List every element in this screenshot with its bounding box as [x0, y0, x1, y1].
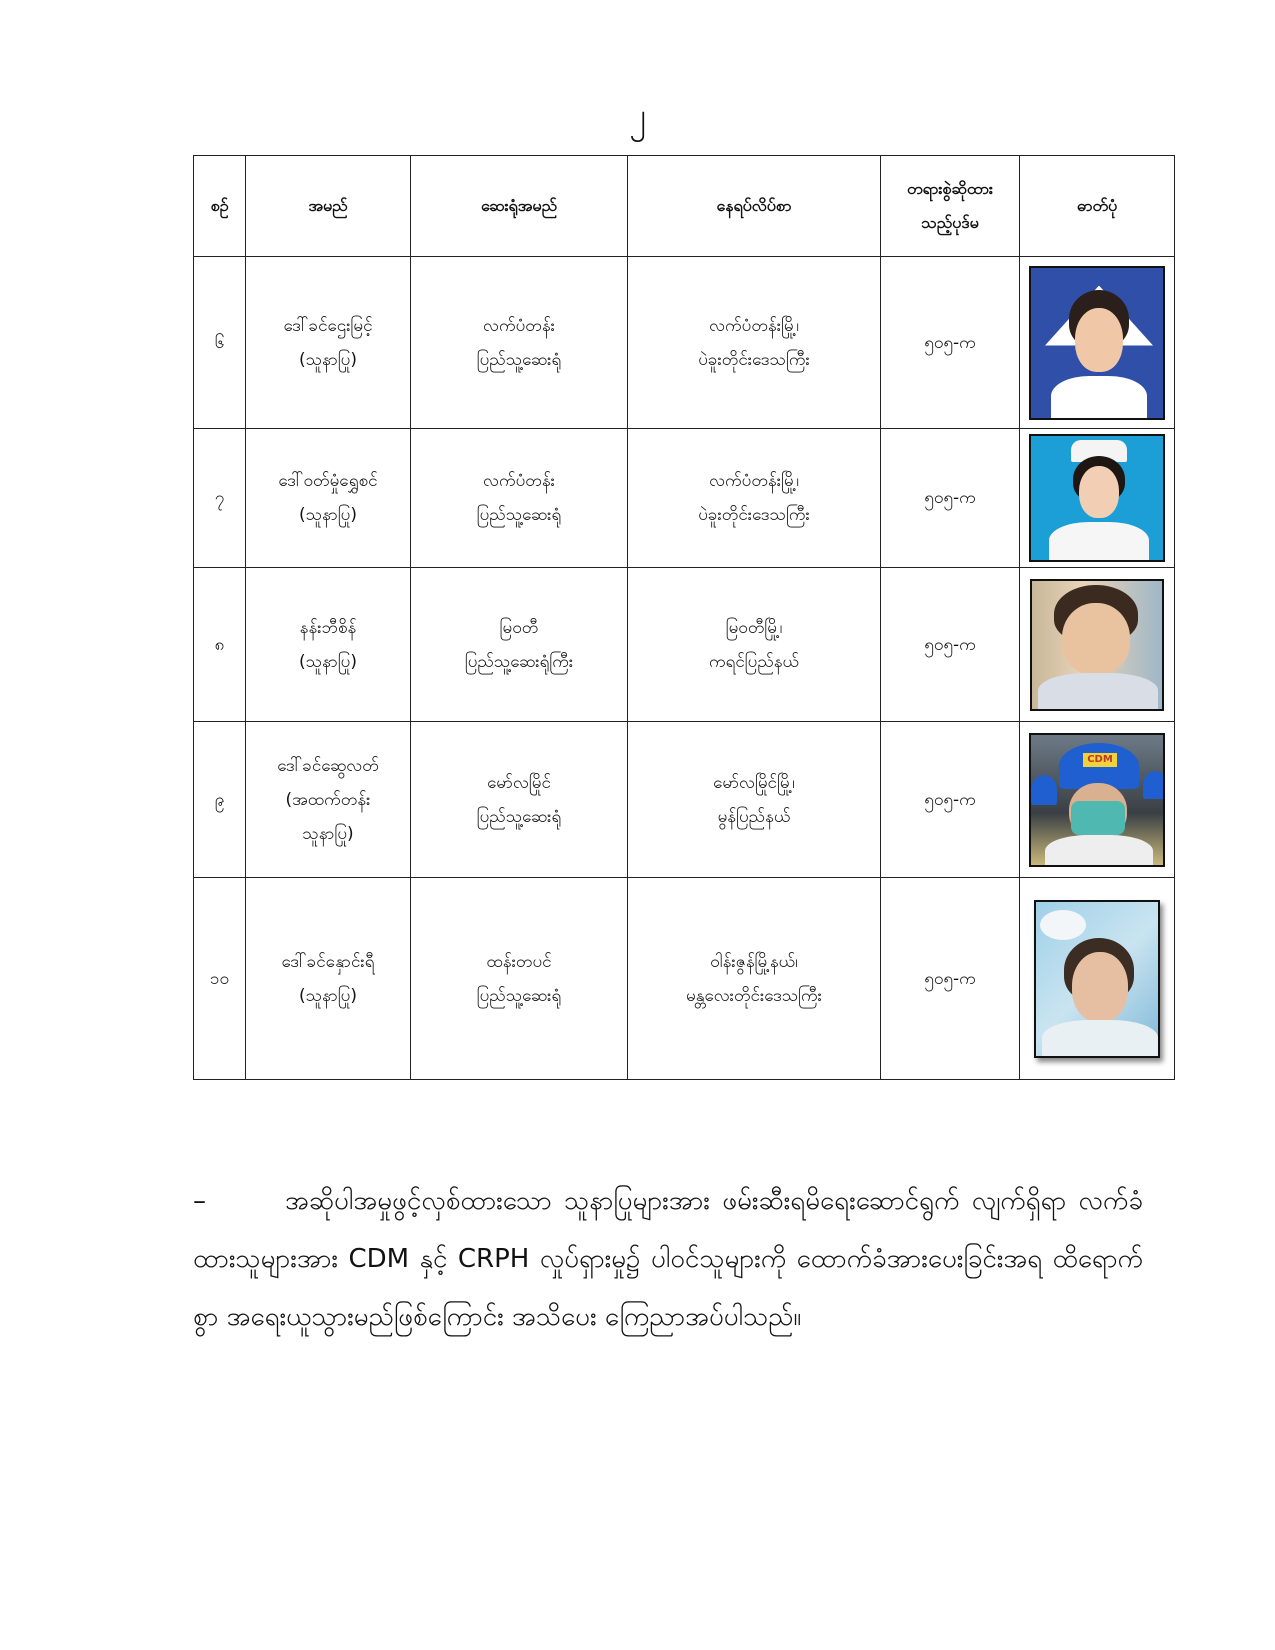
- row-address: [628, 878, 881, 1080]
- role-line: (သူနာပြု): [298, 505, 358, 525]
- helmet-label: CDM: [1083, 753, 1117, 767]
- role-line: (သူနာပြု): [298, 985, 358, 1006]
- address-line: မန္တလေးတိုင်းဒေသကြီး: [686, 985, 822, 1006]
- address-line: လက်ပံတန်းမြို့၊: [709, 471, 799, 491]
- row-hospital: [411, 568, 628, 722]
- address-line: လက်ပံတန်းမြို့၊: [709, 315, 799, 336]
- name-line: ဒေါ်ခင်ဆွေလတ်: [277, 755, 379, 776]
- hospital-line: ပြည်သူ့ဆေးရုံ: [476, 806, 562, 827]
- hospital-line: ပြည်သူ့ဆေးရုံ: [476, 985, 562, 1006]
- header-section: တရားစွဲဆိုထားသည့်ပုဒ်မ: [881, 156, 1020, 257]
- row-section: ၅၀၅-က: [881, 722, 1020, 878]
- address-line: ကရင်ပြည်နယ်: [708, 651, 800, 672]
- table-row: [194, 257, 1175, 429]
- page-number: ၂: [629, 96, 646, 136]
- name-line: ဒေါ်ခင်နှောင်းရီ: [281, 951, 375, 972]
- table-row: [194, 429, 1175, 568]
- note-text: အဆိုပါအမှုဖွင့်လှစ်ထားသော သူနာပြုများအား ဖမ်းဆီးရမိရေးဆောင်ရွက် လျက်ရှိရာ လက်ခံထားသူများအား CDM နှင့် CRPH လှုပ်ရှားမှု၌ ပါဝင်သူများကို ထောက်ခံအားပေးခြင်းအရ ထိရောက်စွာ အရေးယူသွားမည်ဖြစ်ကြောင်း အသိပေး ကြေညာအပ်ပါသည်။: [193, 1186, 1143, 1332]
- row-hospital: [411, 429, 628, 568]
- row-name: [246, 257, 411, 429]
- records-table: [193, 155, 1175, 1080]
- row-section: ၅၀၅-က: [881, 568, 1020, 722]
- row-photo: [1020, 722, 1175, 878]
- name-line: နန်းဘီစိန်: [299, 617, 357, 638]
- row-address: [628, 257, 881, 429]
- note-dash: –: [193, 1186, 206, 1216]
- nurse-photo-5: [1034, 900, 1160, 1058]
- row-address: [628, 722, 881, 878]
- row-name: [246, 568, 411, 722]
- table-row: [194, 722, 1175, 878]
- header-address: နေရပ်လိပ်စာ: [628, 156, 881, 257]
- name-line: ဒေါ်ခင်ဌေးမြင့်: [283, 315, 373, 336]
- row-photo: [1020, 878, 1175, 1080]
- row-serial: ၈: [194, 568, 246, 722]
- hospital-line: ပြည်သူ့ဆေးရုံကြီး: [464, 651, 574, 672]
- nurse-photo-1: [1029, 266, 1165, 420]
- row-serial: ၆: [194, 257, 246, 429]
- row-photo: [1020, 429, 1175, 568]
- row-name: [246, 722, 411, 878]
- address-line: ပဲခူးတိုင်းဒေသကြီး: [698, 505, 810, 525]
- address-line: မော်လမြိုင်မြို့၊: [713, 772, 795, 793]
- row-photo: [1020, 257, 1175, 429]
- hospital-line: ထန်းတပင်: [486, 951, 552, 972]
- role-line: သူနာပြု): [302, 823, 354, 844]
- table-row: [194, 878, 1175, 1080]
- hospital-line: ပြည်သူ့ဆေးရုံ: [476, 349, 562, 370]
- hospital-line: ပြည်သူ့ဆေးရုံ: [476, 505, 562, 525]
- row-hospital: [411, 878, 628, 1080]
- row-address: [628, 568, 881, 722]
- row-section: ၅၀၅-က: [881, 878, 1020, 1080]
- row-name: [246, 429, 411, 568]
- name-line: ဒေါ်ဝတ်မှုံရွှေစင်: [278, 471, 378, 491]
- role-line: (သူနာပြု): [298, 349, 358, 370]
- nurse-photo-3: [1030, 579, 1164, 711]
- address-line: မွန်ပြည်နယ်: [717, 806, 791, 827]
- address-line: ပဲခူးတိုင်းဒေသကြီး: [698, 349, 810, 370]
- table-header-row: [194, 156, 1175, 257]
- row-photo: [1020, 568, 1175, 722]
- address-line: ဝါန်းဇွန်မြို့နယ်၊: [710, 951, 798, 972]
- hospital-line: မြဝတီ: [499, 617, 539, 638]
- row-address: [628, 429, 881, 568]
- nurse-photo-2: [1029, 434, 1165, 562]
- header-name: အမည်: [246, 156, 411, 257]
- announcement-paragraph: [193, 1172, 1143, 1346]
- address-line: မြဝတီမြို့၊: [725, 617, 783, 638]
- role-line: (အထက်တန်း: [285, 789, 371, 810]
- row-serial: ၉: [194, 722, 246, 878]
- row-serial: ၁၀: [194, 878, 246, 1080]
- header-photo: ဓာတ်ပုံ: [1020, 156, 1175, 257]
- row-section: ၅၀၅-က: [881, 257, 1020, 429]
- nurse-photo-4: [1029, 733, 1165, 867]
- row-serial: ၇: [194, 429, 246, 568]
- row-name: [246, 878, 411, 1080]
- row-section: ၅၀၅-က: [881, 429, 1020, 568]
- row-hospital: [411, 722, 628, 878]
- hospital-line: လက်ပံတန်း: [483, 471, 555, 491]
- hospital-line: လက်ပံတန်း: [483, 315, 555, 336]
- row-hospital: [411, 257, 628, 429]
- hospital-line: မော်လမြိုင်: [487, 772, 551, 793]
- table-row: [194, 568, 1175, 722]
- role-line: (သူနာပြု): [298, 651, 358, 672]
- header-serial: စဉ်: [194, 156, 246, 257]
- header-hospital: ဆေးရုံအမည်: [411, 156, 628, 257]
